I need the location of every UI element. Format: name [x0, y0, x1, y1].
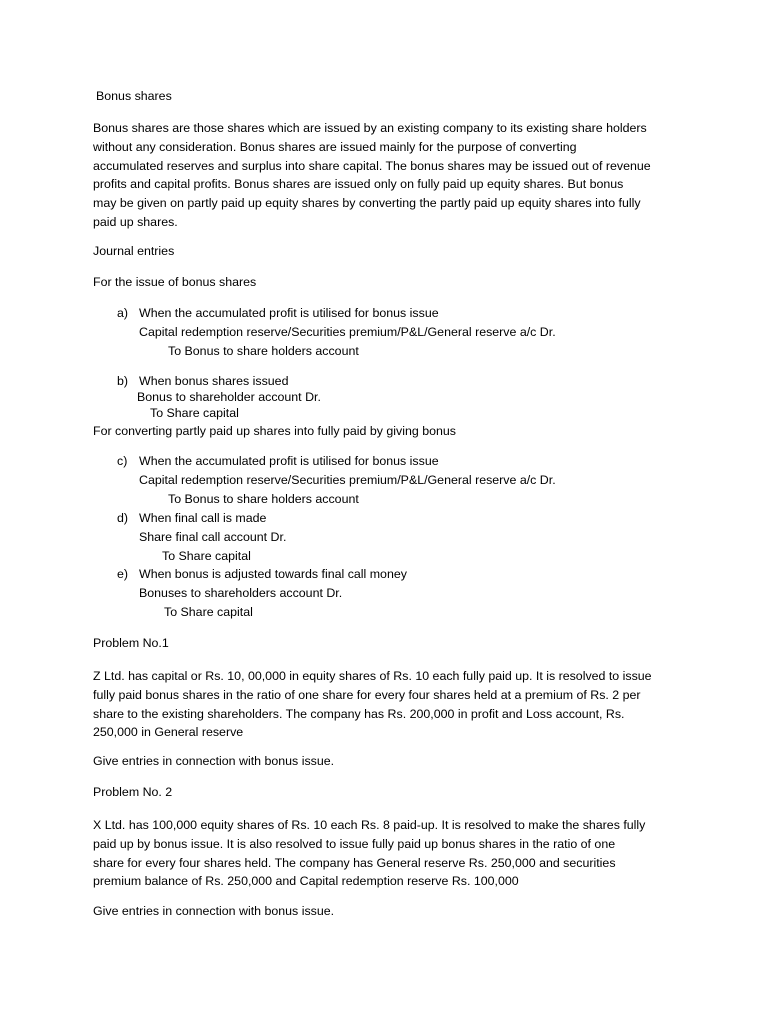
- problem-2-line: premium balance of Rs. 250,000 and Capital redemption reserve Rs. 100,000: [93, 874, 519, 889]
- intro-line: Bonus shares are those shares which are issued by an existing company to its existing share holders: [93, 121, 647, 135]
- problem-1-line: 250,000 in General reserve: [93, 725, 244, 740]
- item-b-text: When bonus shares issued: [139, 374, 289, 388]
- item-d-debit: Share final call account Dr.: [139, 530, 287, 544]
- problem-1-heading: Problem No.1: [93, 636, 169, 650]
- journal-entries-heading: Journal entries: [93, 244, 175, 258]
- item-b-credit: To Share capital: [150, 406, 239, 420]
- item-d-label: d): [117, 511, 129, 525]
- converting-heading: For converting partly paid up shares into fully paid by giving bonus: [93, 424, 456, 438]
- problem-2-instruction: Give entries in connection with bonus issue.: [93, 904, 335, 918]
- problem-2-paragraph: [93, 816, 683, 891]
- item-c-credit: To Bonus to share holders account: [168, 492, 359, 506]
- problem-2-line: X Ltd. has 100,000 equity shares of Rs. 10 each Rs. 8 paid-up. It is resolved to make the shares fully: [93, 818, 646, 832]
- problem-2-line: share for every four shares held. The company has General reserve Rs. 250,000 and securities: [93, 855, 616, 870]
- item-c-debit: Capital redemption reserve/Securities premium/P&L/General reserve a/c Dr.: [139, 473, 556, 487]
- problem-1-line: fully paid bonus shares in the ratio of one share for every four shares held at a premium of Rs. 2 per: [93, 687, 641, 702]
- item-c-text: When the accumulated profit is utilised for bonus issue: [139, 454, 439, 468]
- heading-bonus-shares: Bonus shares: [96, 89, 172, 103]
- item-b-debit: Bonus to shareholder account Dr.: [137, 390, 321, 404]
- problem-2-heading: Problem No. 2: [93, 785, 173, 799]
- item-c-label: c): [117, 454, 128, 468]
- intro-line: accumulated reserves and surplus into share capital. The bonus shares may be issued out of revenue: [93, 158, 651, 173]
- intro-paragraph: [93, 119, 683, 232]
- problem-1-line: share to the existing shareholders. The company has Rs. 200,000 in profit and Loss account, Rs.: [93, 706, 625, 721]
- problem-2-line: paid up by bonus issue. It is also resolved to issue fully paid up bonus shares in the ratio of one: [93, 836, 616, 851]
- item-a-label: a): [117, 306, 129, 320]
- problem-1-line: Z Ltd. has capital or Rs. 10, 00,000 in equity shares of Rs. 10 each fully paid up. It is resolved to issue: [93, 669, 652, 683]
- item-a-credit: To Bonus to share holders account: [168, 344, 359, 358]
- item-e-text: When bonus is adjusted towards final call money: [139, 567, 407, 581]
- item-e-credit: To Share capital: [164, 605, 253, 619]
- intro-line: may be given on partly paid up equity shares by converting the partly paid up equity shares into fully: [93, 196, 641, 211]
- item-e-debit: Bonuses to shareholders account Dr.: [139, 586, 343, 600]
- intro-line: without any consideration. Bonus shares are issued mainly for the purpose of converting: [93, 139, 577, 154]
- problem-1-instruction: Give entries in connection with bonus issue.: [93, 754, 335, 768]
- item-a-text: When the accumulated profit is utilised for bonus issue: [139, 306, 439, 320]
- item-b-label: b): [117, 374, 129, 388]
- item-a-debit: Capital redemption reserve/Securities premium/P&L/General reserve a/c Dr.: [139, 325, 556, 339]
- problem-1-paragraph: [93, 667, 683, 742]
- issue-heading: For the issue of bonus shares: [93, 275, 257, 289]
- intro-line: paid up shares.: [93, 214, 178, 229]
- item-d-text: When final call is made: [139, 511, 267, 525]
- intro-line: profits and capital profits. Bonus shares are issued only on fully paid up equity shares. But bonus: [93, 177, 624, 192]
- item-d-credit: To Share capital: [162, 549, 251, 563]
- item-e-label: e): [117, 567, 129, 581]
